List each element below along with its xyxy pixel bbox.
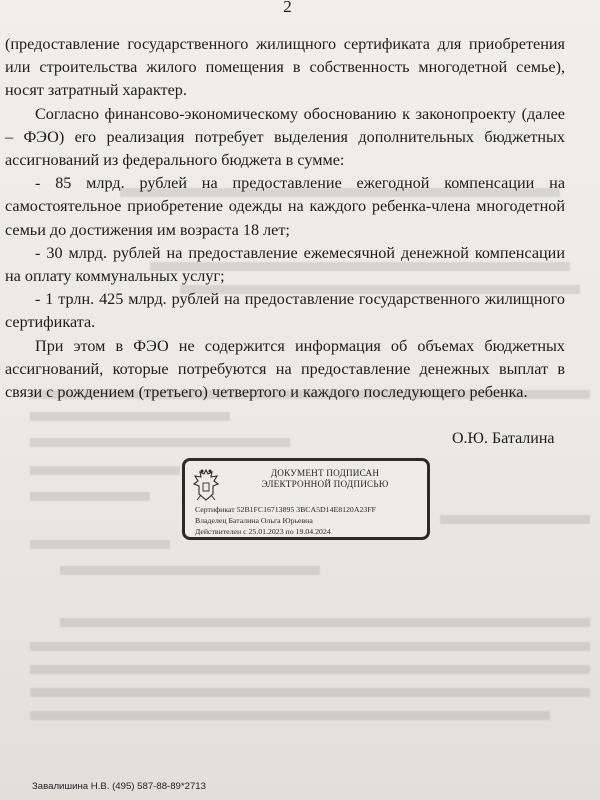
stamp-owner: Владелец Баталина Ольга Юрьевна [195, 516, 313, 525]
paragraph-feo-missing-info: При этом в ФЭО не содержится информация об объемах бюджетных ассигнований, которые потребуются на предоставление денежных выплат в связи с рождением (третьего) четвертого и каждого последующего ребенка. [5, 336, 565, 402]
list-item-utilities-compensation: - 30 млрд. рублей на предоставление ежемесячной денежной компенсации на оплату коммунальных услуг; [5, 243, 565, 286]
stamp-title: ДОКУМЕНТ ПОДПИСАН ЭЛЕКТРОННОЙ ПОДПИСЬЮ [261, 468, 389, 489]
signer-name: О.Ю. Баталина [452, 430, 555, 447]
footer-contact: Завалишина Н.В. (495) 587-88-89*2713 [32, 781, 206, 792]
coat-of-arms-icon [191, 467, 221, 503]
stamp-validity: Действителен с 25.01.2023 по 19.04.2024 [195, 527, 331, 536]
page-number: 2 [283, 0, 292, 16]
stamp-certificate: Сертификат 52B1FC16713895 3BCA5D14E8120A23FF [195, 505, 376, 514]
paragraph-continuation: (предоставление государственного жилищного сертификата для приобретения или строительства жилого помещения в собственность многодетной семье), носят затратный характер. [5, 35, 565, 100]
list-item-clothing-compensation: - 85 млрд. рублей на предоставление ежегодной компенсации на самостоятельное приобретение одежды на каждого ребенка-члена многодетной семьи до достижения им возраста 18 лет; [5, 174, 565, 239]
list-item-housing-certificate: - 1 трлн. 425 млрд. рублей на предоставление государственного жилищного сертификата. [5, 290, 565, 332]
document-body [5, 33, 565, 404]
paragraph-feo-intro: Согласно финансово-экономическому обоснованию к законопроекту (далее – ФЭО) его реализация потребует выделения дополнительных бюджетных ассигнований из федерального бюджета в сумме: [5, 104, 565, 170]
electronic-signature-stamp [182, 458, 430, 540]
